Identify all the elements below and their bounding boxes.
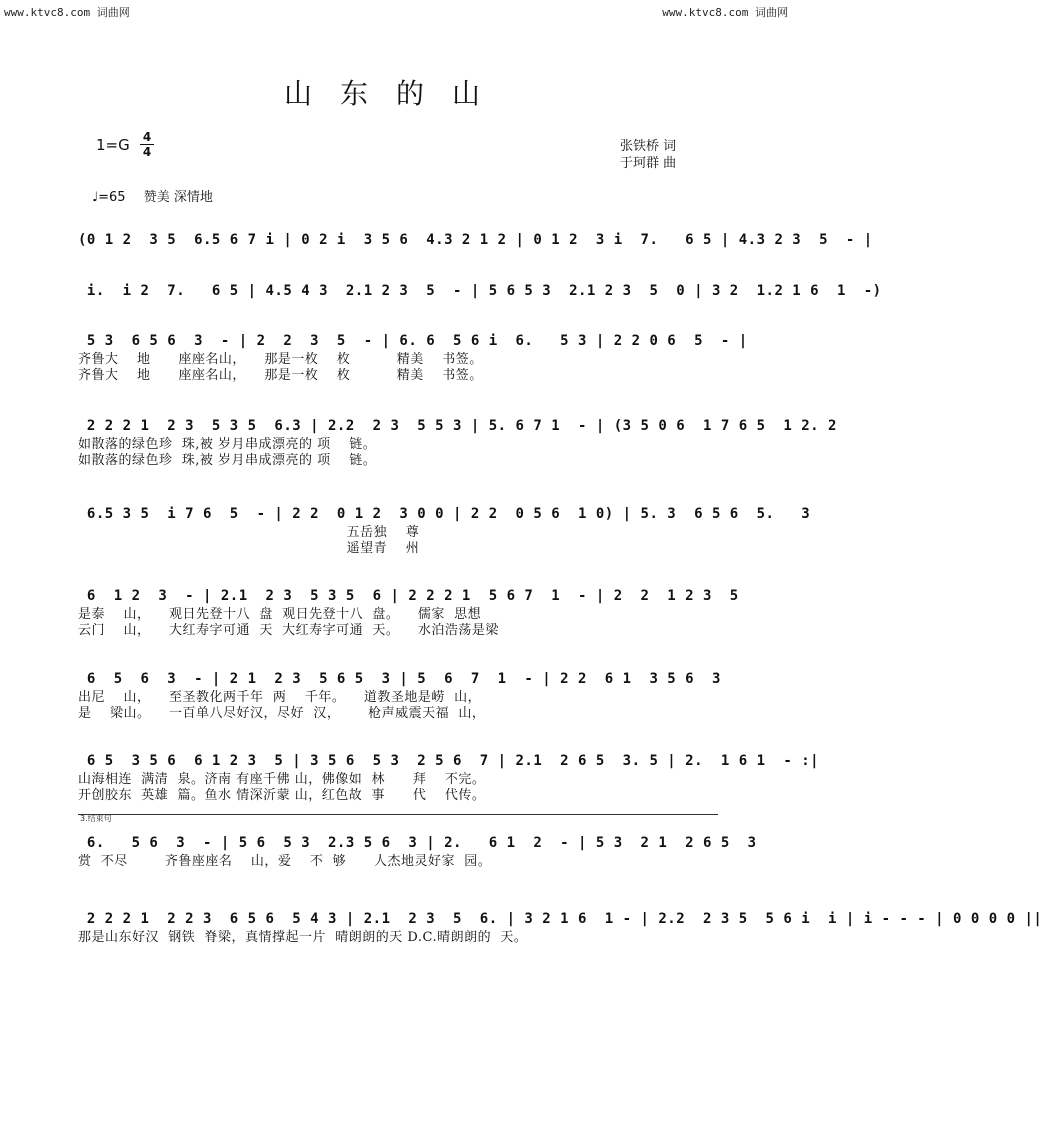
score-row-4	[78, 415, 837, 469]
tempo-line	[92, 186, 213, 205]
notation-line: 2 2 2 1 2 2 3 6 5 6 5 4 3 | 2.1 2 3 5 6. | 3 2 1 6 1 - | 2.2 2 3 5 5 6 i i | i - - - | 0 0 0 0 ||	[78, 911, 1042, 927]
notation-line: 6 1 2 3 - | 2.1 2 3 5 3 5 6 | 2 2 2 1 5 6 7 1 - | 2 2 1 2 3 5	[78, 588, 739, 604]
notation-line: 6.5 3 5 i 7 6 5 - | 2 2 0 1 2 3 0 0 | 2 2 0 5 6 1 0) | 5. 3 6 5 6 5. 3	[78, 506, 811, 522]
song-title: 山东的山	[283, 77, 508, 110]
score-row-7	[78, 668, 721, 722]
time-signature-bottom: 4	[142, 145, 152, 159]
score-row-8	[78, 750, 820, 804]
notation-line: (0 1 2 3 5 6.5 6 7 i | 0 2 i 3 5 6 4.3 2 1 2 | 0 1 2 3 i 7. 6 5 | 4.3 2 3 5 - |	[78, 232, 873, 248]
notation-line: 6. 5 6 3 - | 5 6 5 3 2.3 5 6 3 | 2. 6 1 2 - | 5 3 2 1 2 6 5 3	[78, 835, 757, 851]
credits	[620, 138, 676, 172]
notation-line: 6 5 3 5 6 6 1 2 3 5 | 3 5 6 5 3 2 5 6 7 | 2.1 2 6 5 3. 5 | 2. 1 6 1 - :|	[78, 753, 820, 769]
ending-section-bracket	[78, 814, 718, 825]
watermark-right: www.ktvc8.com 词曲网	[662, 6, 788, 19]
lyric-verse-1: 如散落的绿色珍 珠,被 岁月串成漂亮的 项 链。	[78, 437, 377, 452]
composer-credit: 于珂群 曲	[620, 156, 677, 171]
key-signature: 1=G	[96, 136, 130, 154]
lyricist-credit: 张铁桥 词	[620, 139, 677, 154]
score-row-10	[78, 908, 1042, 946]
score-row-5	[78, 503, 811, 557]
notation-line: 6 5 6 3 - | 2 1 2 3 5 6 5 3 | 5 6 7 1 - | 2 2 6 1 3 5 6 3	[78, 671, 721, 687]
tempo-mark: ♩=65	[92, 190, 126, 205]
score-row-2	[78, 280, 882, 302]
lyric-verse-1: 齐鲁大 地 座座名山， 那是一枚 枚 精美 书签。	[78, 352, 483, 367]
lyric-verse-1: 山海相连 满清 泉。济南 有座千佛 山，佛像如 林 拜 不完。	[78, 772, 486, 787]
lyric-verse-1: 是泰 山， 观日先登十八 盘 观日先登十八 盘。 儒家 思想	[78, 607, 482, 622]
lyric-verse-1: 出尼 山， 至圣教化两千年 两 千年。 道教圣地是崂 山，	[78, 690, 482, 705]
time-signature-top: 4	[142, 130, 152, 144]
lyric-verse-1: 那是山东好汉 钢铁 脊梁，真情撑起一片 晴朗朗的天 D.C.晴朗朗的 天。	[78, 930, 528, 945]
score-row-1	[78, 229, 873, 251]
lyric-verse-2: 开创胶东 英雄 篇。鱼水 情深沂蒙 山，红色故 事 代 代传。	[78, 788, 486, 803]
time-signature	[140, 131, 154, 158]
score-row-3	[78, 330, 748, 384]
score-row-9	[78, 832, 757, 870]
notation-line: i. i 2 7. 6 5 | 4.5 4 3 2.1 2 3 5 - | 5 6 5 3 2.1 2 3 5 0 | 3 2 1.2 1 6 1 -)	[78, 283, 882, 299]
lyric-verse-2: 齐鲁大 地 座座名山， 那是一枚 枚 精美 书签。	[78, 368, 483, 383]
expression-mark: 赞美 深情地	[143, 190, 213, 205]
ending-section-label: 3.结束句	[80, 814, 112, 823]
lyric-verse-2: 遥望青 州	[78, 541, 420, 556]
lyric-verse-1: 赏 不尽 齐鲁座座名 山，爱 不 够 人杰地灵好家 园。	[78, 854, 492, 869]
notation-line: 5 3 6 5 6 3 - | 2 2 3 5 - | 6. 6 5 6 i 6. 5 3 | 2 2 0 6 5 - |	[78, 333, 748, 349]
lyric-verse-2: 云门 山， 大红寿字可通 天 大红寿字可通 天。 水泊浩荡是梁	[78, 623, 499, 638]
watermark-left: www.ktvc8.com 词曲网	[4, 6, 130, 19]
lyric-verse-2: 如散落的绿色珍 珠,被 岁月串成漂亮的 项 链。	[78, 453, 377, 468]
lyric-verse-1: 五岳独 尊	[78, 525, 420, 540]
lyric-verse-2: 是 梁山。 一百单八尽好汉，尽好 汉， 枪声威震天福 山，	[78, 706, 486, 721]
score-row-6	[78, 585, 739, 639]
notation-line: 2 2 2 1 2 3 5 3 5 6.3 | 2.2 2 3 5 5 3 | 5. 6 7 1 - | (3 5 0 6 1 7 6 5 1 2. 2	[78, 418, 837, 434]
